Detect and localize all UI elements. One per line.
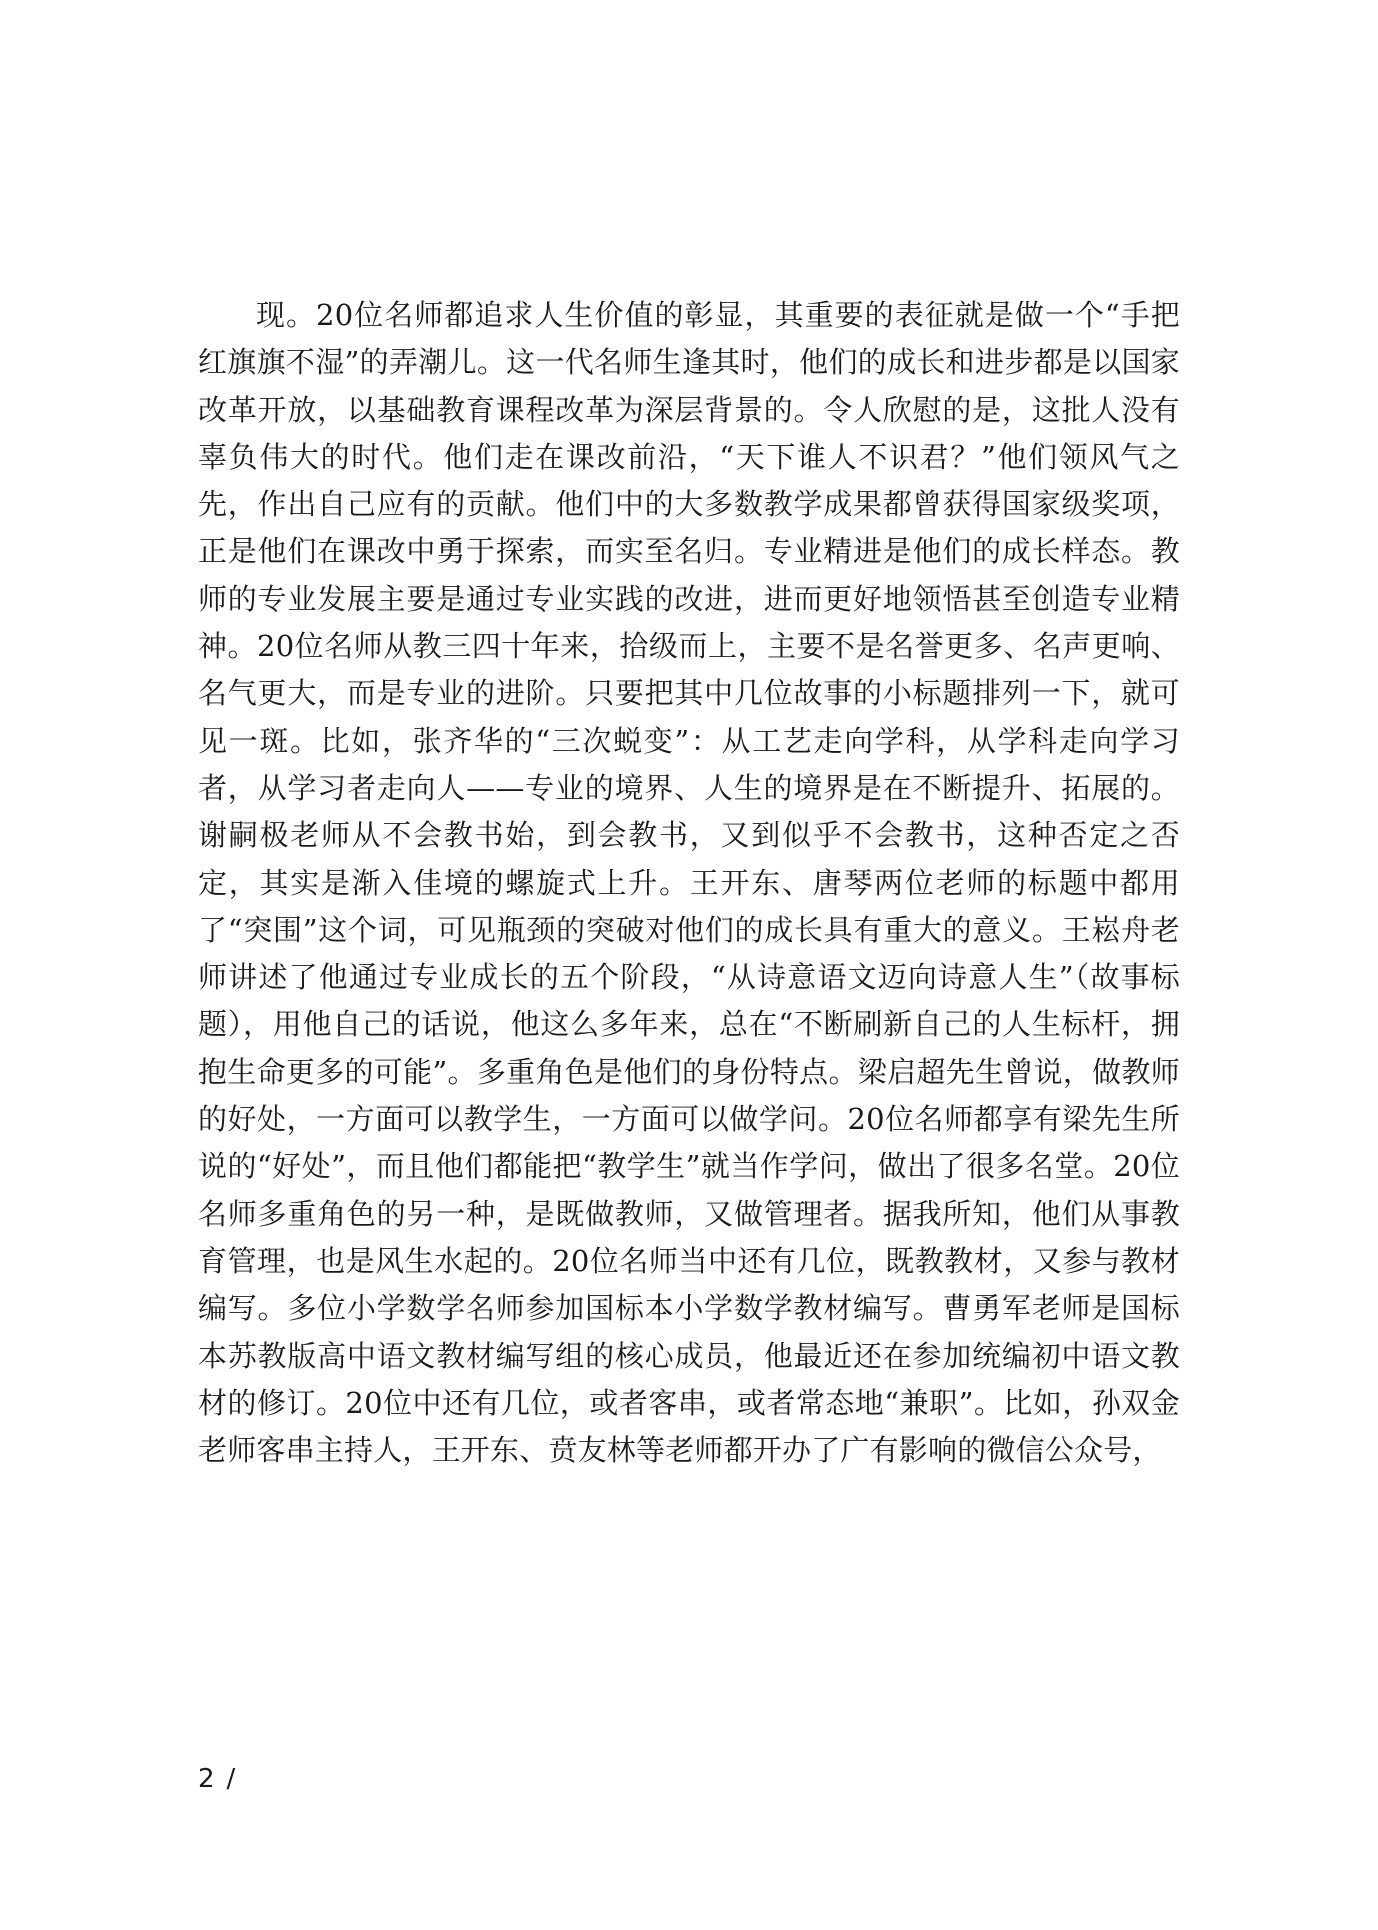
page-number-separator: / — [226, 1764, 236, 1794]
page-number: 2 — [198, 1764, 215, 1794]
body-paragraph: 现。20位名师都追求人生价值的彰显，其重要的表征就是做一个“手把红旗旗不湿”的弄潮儿。这一代名师生逢其时，他们的成长和进步都是以国家改革开放，以基础教育课程改革为深层背景的。令人欣慰的是，这批人没有辜负伟大的时代。他们走在课改前沿，“天下谁人不识君？”他们领风气之先，作出自己应有的贡献。他们中的大多数教学成果都曾获得国家级奖项，正是他们在课改中勇于探索，而实至名归。专业精进是他们的成长样态。教师的专业发展主要是通过专业实践的改进，进而更好地领悟甚至创造专业精神。20位名师从教三四十年来，拾级而上，主要不是名誉更多、名声更响、名气更大，而是专业的进阶。只要把其中几位故事的小标题排列一下，就可见一斑。比如，张齐华的“三次蜕变”：从工艺走向学科，从学科走向学习者，从学习者走向人——专业的境界、人生的境界是在不断提升、拓展的。谢嗣极老师从不会教书始，到会教书，又到似乎不会教书，这种否定之否定，其实是渐入佳境的螺旋式上升。王开东、唐琴两位老师的标题中都用了“突围”这个词，可见瓶颈的突破对他们的成长具有重大的意义。王崧舟老师讲述了他通过专业成长的五个阶段，“从诗意语文迈向诗意人生”（故事标题），用他自己的话说，他这么多年来，总在“不断刷新自己的人生标杆，拥抱生命更多的可能”。多重角色是他们的身份特点。梁启超先生曾说，做教师的好处，一方面可以教学生，一方面可以做学问。20位名师都享有梁先生所说的“好处”，而且他们都能把“教学生”就当作学问，做出了很多名堂。20位名师多重角色的另一种，是既做教师，又做管理者。据我所知，他们从事教育管理，也是风生水起的。20位名师当中还有几位，既教教材，又参与教材编写。多位小学数学名师参加国标本小学数学教材编写。曹勇军老师是国标本苏教版高中语文教材编写组的核心成员，他最近还在参加统编初中语文教材的修订。20位中还有几位，或者客串，或者常态地“兼职”。比如，孙双金老师客串主持人，王开东、贲友林等老师都开办了广有影响的微信公众号， — [198, 298, 1180, 1468]
page-footer — [198, 1764, 235, 1794]
